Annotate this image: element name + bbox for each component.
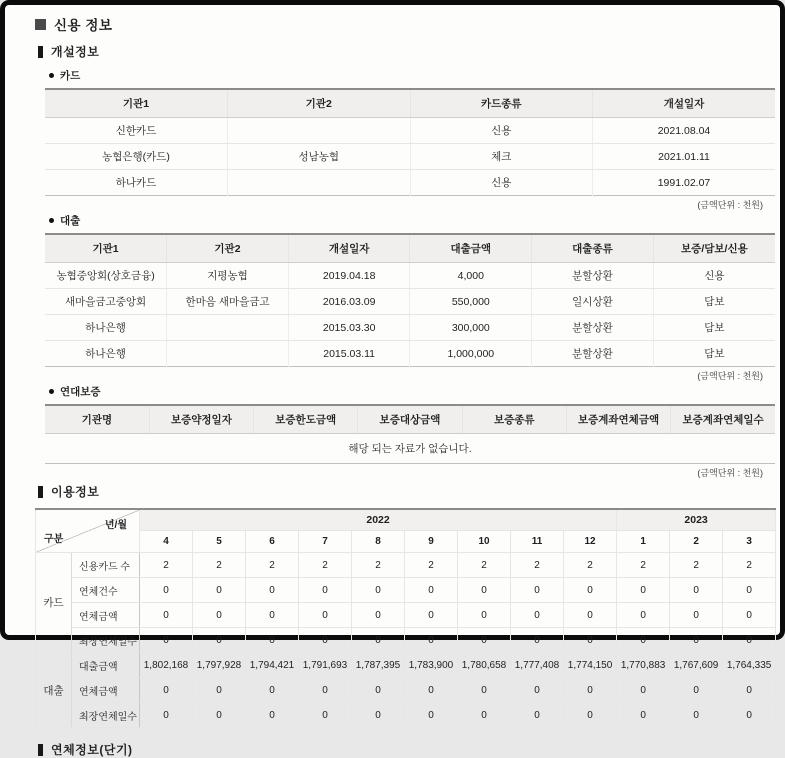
usage-value-cell: 0 <box>617 678 670 703</box>
table-cell: 한마음 새마을금고 <box>167 289 289 315</box>
table-header-cell: 보증/담보/신용 <box>653 234 775 263</box>
usage-value-cell: 0 <box>352 678 405 703</box>
table-cell: 2015.03.30 <box>288 315 410 341</box>
usage-value-cell: 0 <box>193 603 246 628</box>
dot-bullet-icon <box>49 389 54 394</box>
usage-value-cell: 2 <box>246 553 299 578</box>
usage-value-cell: 0 <box>723 628 776 653</box>
table-header-row <box>45 234 775 263</box>
usage-value-cell: 0 <box>193 703 246 728</box>
usage-month-cell: 5 <box>193 531 246 553</box>
table-cell: 2019.04.18 <box>288 263 410 289</box>
table-cell: 담보 <box>653 341 775 367</box>
usage-month-cell: 6 <box>246 531 299 553</box>
bar-bullet-icon <box>38 486 43 498</box>
usage-value-cell: 0 <box>564 678 617 703</box>
usage-value-cell: 0 <box>458 678 511 703</box>
usage-row <box>36 678 776 703</box>
loan-table-body <box>45 263 775 367</box>
usage-value-cell: 2 <box>617 553 670 578</box>
usage-value-cell: 0 <box>299 703 352 728</box>
usage-value-cell: 2 <box>193 553 246 578</box>
usage-value-cell: 0 <box>723 578 776 603</box>
usage-value-cell: 1,797,928 <box>193 653 246 678</box>
empty-message-cell: 해당 되는 자료가 없습니다. <box>348 443 472 455</box>
unit-note: (금액단위 : 천원) <box>697 371 763 381</box>
usage-value-cell: 1,783,900 <box>405 653 458 678</box>
usage-month-cell: 3 <box>723 531 776 553</box>
usage-month-cell: 7 <box>299 531 352 553</box>
table-cell: 2021.01.11 <box>593 144 776 170</box>
table-cell: 하나카드 <box>115 177 157 189</box>
usage-value-cell: 0 <box>140 678 193 703</box>
usage-value-cell: 0 <box>299 678 352 703</box>
usage-value-cell: 2 <box>352 553 405 578</box>
bar-bullet-icon <box>38 46 43 58</box>
usage-value-cell: 1,794,421 <box>246 653 299 678</box>
usage-month-cell: 11 <box>511 531 564 553</box>
usage-metric-cell: 최장연체일수 <box>72 628 140 653</box>
table-row <box>45 144 775 170</box>
usage-metric-cell: 연체금액 <box>72 678 140 703</box>
usage-value-cell: 2 <box>564 553 617 578</box>
usage-metric-cell: 최장연체일수 <box>72 703 140 728</box>
table-row <box>45 341 775 367</box>
usage-value-cell: 0 <box>246 603 299 628</box>
table-header-cell: 보증계좌연체금액 <box>566 405 670 434</box>
table-cell: 4,000 <box>410 263 532 289</box>
usage-value-cell: 0 <box>352 703 405 728</box>
usage-value-cell: 0 <box>246 628 299 653</box>
usage-value-cell: 0 <box>511 628 564 653</box>
usage-metric-cell: 연체건수 <box>72 578 140 603</box>
usage-value-cell: 0 <box>299 578 352 603</box>
usage-table-head <box>36 509 776 553</box>
table-cell: 신한카드 <box>45 118 228 144</box>
square-bullet-icon <box>35 19 46 30</box>
table-cell: 1,000,000 <box>410 341 532 367</box>
usage-value-cell: 0 <box>670 578 723 603</box>
table-cell: 하나은행 <box>85 348 126 360</box>
table-cell: 분할상환 <box>532 341 654 367</box>
table-header-cell: 기관명 <box>45 405 149 434</box>
usage-month-cell: 4 <box>140 531 193 553</box>
guarantee-table-head <box>45 405 775 434</box>
usage-value-cell: 1,767,609 <box>670 653 723 678</box>
table-header-cell: 보증계좌연체일수 <box>671 405 775 434</box>
usage-value-cell: 0 <box>405 628 458 653</box>
usage-value-cell: 2 <box>405 553 458 578</box>
usage-value-cell: 0 <box>511 603 564 628</box>
usage-metric-cell: 대출금액 <box>72 653 140 678</box>
bar-bullet-icon <box>38 744 43 756</box>
table-cell: 2015.03.11 <box>288 341 410 367</box>
usage-table-body <box>36 553 776 728</box>
usage-group-cell: 카드 <box>36 553 72 653</box>
usage-value-cell: 0 <box>140 703 193 728</box>
table-cell <box>167 315 289 341</box>
table-row <box>45 263 775 289</box>
usage-month-cell: 8 <box>352 531 405 553</box>
usage-value-cell: 0 <box>511 678 564 703</box>
usage-value-cell: 2 <box>458 553 511 578</box>
table-header-row <box>45 405 775 434</box>
table-header-cell: 보증약정일자 <box>149 405 253 434</box>
table-header-cell: 기관2 <box>167 234 289 263</box>
card-table-head <box>45 89 775 118</box>
section-title-usage-info <box>38 483 765 500</box>
usage-row <box>36 603 776 628</box>
table-header-row <box>45 89 775 118</box>
usage-value-cell: 0 <box>246 578 299 603</box>
usage-value-cell: 0 <box>564 628 617 653</box>
usage-corner-cell <box>36 509 140 553</box>
usage-value-cell: 1,774,150 <box>564 653 617 678</box>
usage-value-cell: 0 <box>458 603 511 628</box>
usage-row <box>36 578 776 603</box>
dot-bullet-icon <box>49 73 54 78</box>
table-cell: 550,000 <box>410 289 532 315</box>
usage-value-cell: 0 <box>670 603 723 628</box>
table-header-cell: 개설일자 <box>593 89 776 118</box>
usage-metric-cell: 신용카드 수 <box>72 553 140 578</box>
table-cell: 300,000 <box>410 315 532 341</box>
unit-note: (금액단위 : 천원) <box>697 200 763 210</box>
usage-value-cell: 0 <box>140 628 193 653</box>
corner-top-label: 년/월 <box>104 520 127 531</box>
usage-value-cell: 0 <box>564 578 617 603</box>
report-content <box>5 5 780 758</box>
table-cell: 신용 <box>410 118 593 144</box>
guarantee-table-label: 연대보증 <box>60 386 101 398</box>
table-header-cell: 개설일자 <box>288 234 410 263</box>
usage-month-cell: 10 <box>458 531 511 553</box>
usage-value-cell: 0 <box>670 628 723 653</box>
usage-value-cell: 0 <box>564 603 617 628</box>
usage-value-cell: 0 <box>405 678 458 703</box>
usage-row <box>36 553 776 578</box>
usage-month-row <box>36 531 776 553</box>
loan-table-label: 대출 <box>60 215 81 227</box>
usage-value-cell: 1,777,408 <box>511 653 564 678</box>
table-header-cell: 기관1 <box>45 89 228 118</box>
usage-value-cell: 0 <box>405 603 458 628</box>
usage-table <box>35 508 776 728</box>
usage-value-cell: 2 <box>140 553 193 578</box>
table-empty-row <box>45 434 775 464</box>
usage-value-cell: 0 <box>670 678 723 703</box>
usage-value-cell: 0 <box>140 603 193 628</box>
table-cell: 일시상환 <box>532 289 654 315</box>
usage-value-cell: 0 <box>299 603 352 628</box>
usage-value-cell: 0 <box>617 603 670 628</box>
table-cell: 분할상환 <box>532 263 654 289</box>
table-header-cell: 기관2 <box>228 89 411 118</box>
table-cell: 분할상환 <box>532 315 654 341</box>
loan-table-title <box>49 213 765 228</box>
usage-value-cell: 1,770,883 <box>617 653 670 678</box>
loan-table-head <box>45 234 775 263</box>
usage-value-cell: 0 <box>564 703 617 728</box>
usage-month-cell: 12 <box>564 531 617 553</box>
table-cell: 담보 <box>653 315 775 341</box>
table-cell: 지평농협 <box>167 263 289 289</box>
usage-month-cell: 1 <box>617 531 670 553</box>
table-cell: 2021.08.04 <box>593 118 776 144</box>
usage-value-cell: 2 <box>723 553 776 578</box>
usage-value-cell: 0 <box>670 703 723 728</box>
usage-value-cell: 0 <box>352 603 405 628</box>
table-row <box>45 118 775 144</box>
table-header-cell: 보증대상금액 <box>358 405 462 434</box>
usage-value-cell: 0 <box>723 678 776 703</box>
usage-value-cell: 0 <box>352 628 405 653</box>
table-header-cell: 기관1 <box>45 234 167 263</box>
guarantee-table-title <box>49 384 765 399</box>
section-title-usage-info-label: 이용정보 <box>51 485 100 499</box>
table-row <box>45 289 775 315</box>
section-title-open-info <box>38 43 765 60</box>
loan-table <box>45 233 775 367</box>
section-title-delinquency-info-label: 연체정보(단기) <box>51 743 133 757</box>
usage-value-cell: 0 <box>405 578 458 603</box>
guarantee-table-body <box>45 434 775 464</box>
dot-bullet-icon <box>49 218 54 223</box>
usage-value-cell: 0 <box>299 628 352 653</box>
usage-value-cell: 1,791,693 <box>299 653 352 678</box>
usage-year-row <box>36 509 776 531</box>
table-cell: 2016.03.09 <box>288 289 410 315</box>
usage-group-cell: 대출 <box>36 653 72 728</box>
card-table-label: 카드 <box>60 70 81 82</box>
usage-value-cell: 0 <box>511 578 564 603</box>
table-header-cell: 카드종류 <box>410 89 593 118</box>
table-header-cell: 보증한도금액 <box>254 405 358 434</box>
table-row <box>45 170 775 196</box>
card-table <box>45 88 775 196</box>
table-cell <box>228 170 411 196</box>
usage-value-cell: 0 <box>617 628 670 653</box>
table-cell: 1991.02.07 <box>593 170 776 196</box>
usage-value-cell: 0 <box>458 703 511 728</box>
usage-value-cell: 0 <box>246 703 299 728</box>
usage-value-cell: 1,780,658 <box>458 653 511 678</box>
table-cell: 농협중앙회(상호금융) <box>45 263 167 289</box>
table-cell <box>228 118 411 144</box>
usage-value-cell: 0 <box>617 703 670 728</box>
card-table-title <box>49 68 765 83</box>
usage-value-cell: 1,802,168 <box>140 653 193 678</box>
table-cell: 신용 <box>410 170 593 196</box>
table-cell: 담보 <box>653 289 775 315</box>
usage-value-cell: 0 <box>193 578 246 603</box>
page-title-row <box>35 14 765 34</box>
usage-value-cell: 0 <box>617 578 670 603</box>
usage-row <box>36 653 776 678</box>
table-header-cell: 대출종류 <box>532 234 654 263</box>
unit-note: (금액단위 : 천원) <box>697 468 763 478</box>
page-title: 신용 정보 <box>54 18 113 33</box>
usage-value-cell: 2 <box>299 553 352 578</box>
usage-year-cell: 2022 <box>140 509 617 531</box>
guarantee-table <box>45 404 775 464</box>
usage-value-cell: 0 <box>723 703 776 728</box>
usage-metric-cell: 연체금액 <box>72 603 140 628</box>
table-cell: 체크 <box>410 144 593 170</box>
usage-value-cell: 2 <box>670 553 723 578</box>
usage-year-cell: 2023 <box>617 509 776 531</box>
corner-bottom-label: 구분 <box>44 534 64 545</box>
table-cell: 농협은행(카드) <box>45 144 228 170</box>
usage-value-cell: 1,787,395 <box>352 653 405 678</box>
usage-value-cell: 0 <box>246 678 299 703</box>
table-header-cell: 보증종류 <box>462 405 566 434</box>
table-cell: 하나은행 <box>45 315 167 341</box>
usage-value-cell: 0 <box>352 578 405 603</box>
table-cell <box>167 341 289 367</box>
usage-value-cell: 0 <box>458 578 511 603</box>
table-row <box>45 315 775 341</box>
usage-value-cell: 0 <box>193 628 246 653</box>
table-cell: 새마을금고중앙회 <box>45 289 167 315</box>
usage-month-cell: 2 <box>670 531 723 553</box>
table-cell: 신용 <box>653 263 775 289</box>
section-title-delinquency-info <box>38 741 765 758</box>
table-cell: 성남농협 <box>228 144 411 170</box>
usage-value-cell: 0 <box>193 678 246 703</box>
usage-value-cell: 0 <box>140 578 193 603</box>
usage-value-cell: 0 <box>458 628 511 653</box>
section-title-open-info-label: 개설정보 <box>51 45 100 59</box>
usage-value-cell: 0 <box>511 703 564 728</box>
usage-month-cell: 9 <box>405 531 458 553</box>
usage-row <box>36 628 776 653</box>
card-table-body <box>45 118 775 196</box>
table-header-cell: 대출금액 <box>410 234 532 263</box>
usage-value-cell: 0 <box>723 603 776 628</box>
usage-value-cell: 0 <box>405 703 458 728</box>
usage-value-cell: 2 <box>511 553 564 578</box>
usage-value-cell: 1,764,335 <box>723 653 776 678</box>
usage-row <box>36 703 776 728</box>
